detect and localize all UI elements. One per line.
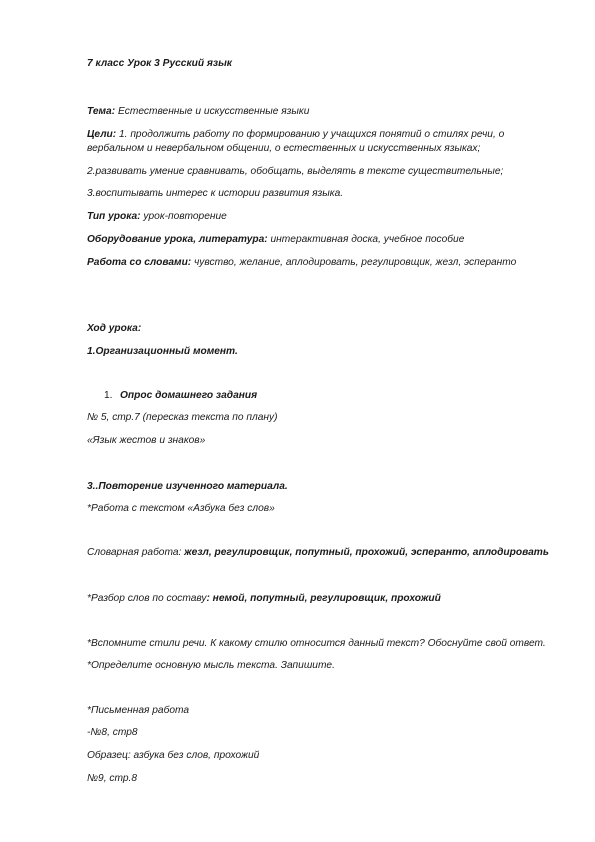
list-number: 1. [104,390,113,401]
topic-label: Тема: [87,106,116,117]
written-work: *Письменная работа [87,705,190,716]
goals-label: Цели: [87,129,117,140]
step-1: 1.Организационный момент. [87,346,238,357]
goals-line-2: вербальном и невербальном общении, о естественных и искусственных языках; [87,143,481,154]
task-2: *Определите основную мысль текста. Запишите. [87,660,335,671]
parse-label: *Разбор слов по составу [87,593,207,604]
vocab-work-line [87,546,549,559]
lesson-type-line [87,210,227,223]
homework-2: «Язык жестов и знаков» [87,435,206,446]
topic-line [87,105,309,118]
topic-value: Естественные и искусственные языки [115,106,310,117]
vocab-work-label: Словарная работа: [87,547,185,558]
vocabulary-line [87,256,516,269]
vocabulary-value: чувство, желание, аплодировать, регулировщик, жезл, эсперанто [191,257,517,268]
homework-1: № 5, стр.7 (пересказ текста по плану) [87,412,278,423]
equipment-value: интерактивная доска, учебное пособие [267,234,465,245]
equipment-line [87,233,464,246]
vocab-work-value: жезл, регулировщик, попутный, прохожий, эсперанто, аплодировать [184,547,549,558]
lesson-type-label: Тип урока: [87,211,141,222]
goals-text-1: 1. продолжить работу по формированию у учащихся понятий о стилях речи, о [116,129,505,140]
goal-2: 2.развивать умение сравнивать, обобщать, выделять в тексте существительные; [87,166,504,177]
lesson-type-value: урок-повторение [140,211,227,222]
goal-3: 3.воспитывать интерес к истории развития языка. [87,188,344,199]
step-3: 3..Повторение изученного материала. [87,481,288,492]
vocabulary-label: Работа со словами: [87,257,192,268]
step-2: Опрос домашнего задания [120,390,258,401]
text-work: *Работа с текстом «Азбука без слов» [87,503,275,514]
parse-value: : немой, попутный, регулировщик, прохожий [206,593,441,604]
task-1: *Вспомните стили речи. К какому стилю относится данный текст? Обоснуйте свой ответ. [87,638,546,649]
document-title: 7 класс Урок 3 Русский язык [87,58,232,69]
exercise-8: -№8, стр8 [87,727,138,738]
exercise-9: №9, стр.8 [87,773,137,784]
equipment-label: Оборудование урока, литература: [87,234,268,245]
parse-line [87,592,441,605]
course-heading: Ход урока: [87,323,142,334]
goals-line-1 [87,128,504,141]
sample-line: Образец: азбука без слов, прохожий [87,750,260,761]
